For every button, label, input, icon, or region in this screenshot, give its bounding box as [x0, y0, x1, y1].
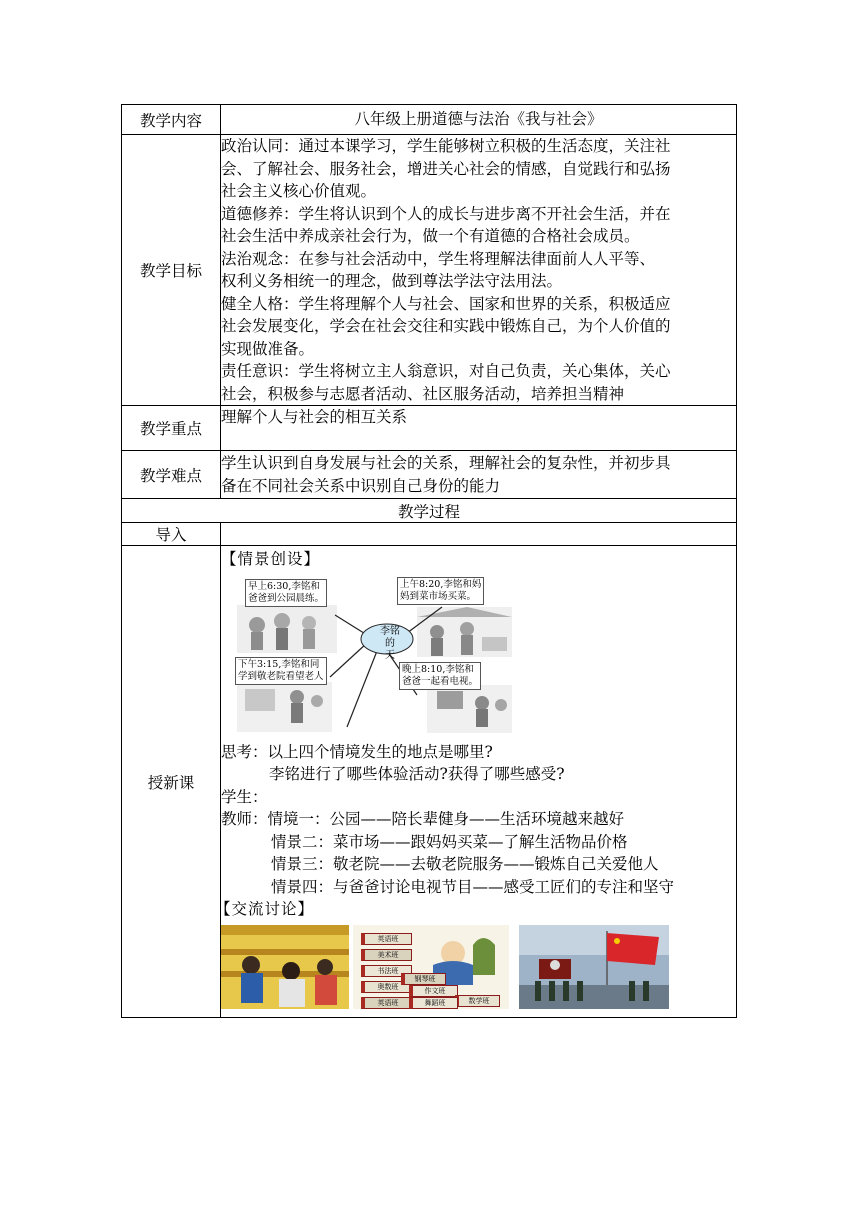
- label-difficulty: 教学难点: [122, 451, 221, 499]
- goal-political-line3: 社会主义核心价值观。: [221, 182, 377, 200]
- think-question-1: 思考：以上四个情境发生的地点是哪里?: [221, 742, 493, 761]
- goal-personality: [221, 293, 736, 361]
- label-goals: 教学目标: [122, 135, 221, 406]
- goal-law-line1: 法治观念：在参与社会活动中，学生将理解法律面前人人平等、: [221, 249, 656, 268]
- goal-moral: [221, 203, 736, 248]
- book-label: 作文班: [409, 985, 458, 997]
- caption-evening: 晚上8:10,李铭和 爸爸一起看电视。: [399, 662, 481, 690]
- caption-forenoon: 上午8:20,李铭和妈 妈到菜市场买菜。: [397, 577, 484, 605]
- flag-ceremony-photo: [519, 925, 669, 1009]
- goal-responsibility-line2: 社会，积极参与志愿者活动、社区服务活动，培养担当精神: [221, 384, 625, 403]
- goal-personality-line2: 社会发展变化，学会在社会交往和实践中锻炼自己，为个人价值的: [221, 317, 671, 335]
- nursing-home-scene-image: [237, 682, 332, 732]
- library-photo: [221, 925, 349, 1009]
- caption-afternoon: 下午3:15,李铭和同 学到敬老院看望老人: [235, 657, 327, 685]
- row-new-lesson: [122, 546, 737, 1018]
- tv-scene-image: [427, 685, 512, 733]
- row-key-point: [122, 406, 737, 451]
- goal-responsibility-line1: 责任意识：学生将树立主人翁意识，对自己负责，关心集体，关心: [221, 362, 671, 380]
- difficulty-line1: 学生认识到自身发展与社会的关系，理解社会的复杂性，并初步具: [221, 454, 671, 472]
- book-label: 英语班: [361, 997, 412, 1009]
- label-new-lesson: 授新课: [122, 546, 221, 1018]
- goal-responsibility: [221, 360, 736, 405]
- row-intro: [122, 523, 737, 546]
- value-key-point: 理解个人与社会的相互关系: [221, 406, 737, 451]
- teacher-scene-3: 情景三：敬老院——去敬老院服务——锻炼自己关爱他人: [271, 855, 659, 873]
- value-intro: [221, 523, 737, 546]
- think-question-2: 李铭进行了哪些体验活动?获得了哪些感受?: [269, 765, 565, 783]
- value-new-lesson: [215, 546, 737, 1018]
- goal-moral-line2: 社会生活中养成亲社会行为，做一个有道德的合格社会成员。: [221, 227, 640, 245]
- teacher-scene-2: 情景二：菜市场——跟妈妈买菜—了解生活物品价格: [271, 832, 628, 851]
- goal-law-line2: 权利义务相统一的理念，做到尊法学法守法用法。: [221, 272, 563, 290]
- tutoring-classes-cartoon: [353, 925, 509, 1009]
- value-content: 八年级上册道德与法治《我与社会》: [221, 105, 737, 135]
- discussion-photos: [221, 925, 736, 1009]
- row-process: [122, 499, 737, 523]
- book-label: 英语班: [361, 933, 412, 945]
- label-key-point: 教学重点: [122, 406, 221, 451]
- lesson-plan-table: [121, 104, 737, 1018]
- book-label: 舞蹈班: [409, 997, 458, 1009]
- caption-morning: 早上6:30,李铭和 爸爸到公园晨练。: [245, 579, 327, 607]
- value-goals: [221, 135, 737, 406]
- book-label: 奥数班: [361, 981, 412, 993]
- book-stack: [353, 925, 509, 1009]
- label-content: 教学内容: [122, 105, 221, 135]
- diagram-center-label: 李铭的 天: [380, 625, 400, 661]
- process-title: 教学过程: [122, 499, 737, 523]
- value-difficulty: [221, 451, 737, 499]
- row-goals: [122, 135, 737, 406]
- difficulty-line2: 备在不同社会关系中识别自己身份的能力: [221, 476, 501, 495]
- book-label: 美术班: [361, 949, 412, 961]
- goal-law: [221, 248, 736, 293]
- row-difficulty: [122, 451, 737, 499]
- row-content: [122, 105, 737, 135]
- discussion-title: 【交流讨论】: [215, 900, 315, 918]
- goal-political-line1: 政治认同：通过本课学习，学生能够树立积极的生活态度，关注社: [221, 137, 671, 155]
- book-label: 钢琴班: [401, 973, 446, 985]
- student-label: 学生：: [221, 787, 268, 806]
- goal-political: [221, 135, 736, 203]
- scenario-title: 【情景创设】: [221, 550, 321, 568]
- goal-moral-line1: 道德修养：学生将认识到个人的成长与进步离不开社会生活，并在: [221, 204, 671, 223]
- park-scene-image: [237, 605, 337, 653]
- scenario-diagram: [227, 577, 517, 735]
- teacher-scene-1: 教师：情境一：公园——陪长辈健身——生活环境越来越好: [221, 810, 625, 828]
- teacher-scene-4: 情景四：与爸爸讨论电视节目——感受工匠们的专注和坚守: [271, 877, 675, 896]
- label-intro: 导入: [122, 523, 221, 546]
- goal-personality-line1: 健全人格：学生将理解个人与社会、国家和世界的关系，积极适应: [221, 294, 671, 313]
- goal-personality-line3: 实现做准备。: [221, 339, 315, 358]
- book-label: 书法班: [361, 965, 412, 977]
- goal-political-line2: 会、了解社会、服务社会，增进关心社会的情感，自觉践行和弘扬: [221, 159, 671, 178]
- book-label: 数学班: [455, 995, 500, 1007]
